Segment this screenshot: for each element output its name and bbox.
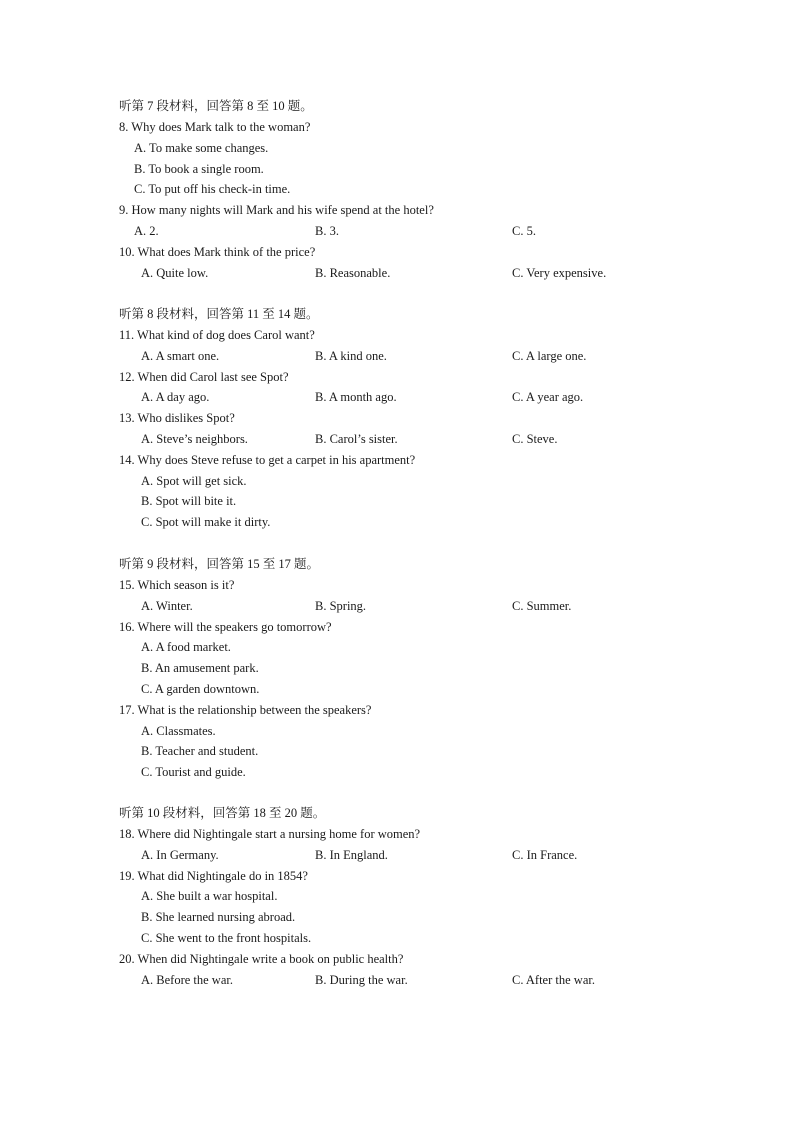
option-20b: B. During the war. bbox=[315, 972, 408, 987]
option-13a: A. Steve’s neighbors. bbox=[141, 431, 248, 446]
options-row-15 bbox=[119, 596, 679, 617]
option-9b: B. 3. bbox=[315, 223, 339, 238]
option-12b: B. A month ago. bbox=[315, 390, 397, 405]
option-12a: A. A day ago. bbox=[141, 390, 210, 405]
question-19: 19. What did Nightingale do in 1854? bbox=[119, 868, 308, 883]
option-12c: C. A year ago. bbox=[512, 390, 584, 405]
section-heading: 听第 7 段材料，回答第 8 至 10 题。 bbox=[119, 99, 313, 113]
option-9a: A. 2. bbox=[134, 223, 159, 238]
options-row-18 bbox=[119, 845, 679, 866]
option-20a: A. Before the war. bbox=[141, 972, 233, 987]
section-heading: 听第 9 段材料，回答第 15 至 17 题。 bbox=[119, 557, 320, 571]
options-row-9 bbox=[119, 221, 679, 242]
option-10c: C. Very expensive. bbox=[512, 265, 607, 280]
option-11c: C. A large one. bbox=[512, 348, 587, 363]
question-14: 14. Why does Steve refuse to get a carpet in his apartment? bbox=[119, 452, 416, 467]
question-18: 18. Where did Nightingale start a nursing home for women? bbox=[119, 827, 421, 841]
section-heading: 听第 8 段材料，回答第 11 至 14 题。 bbox=[119, 307, 319, 321]
option-8b: B. To book a single room. bbox=[134, 161, 264, 176]
option-10b: B. Reasonable. bbox=[315, 265, 391, 280]
option-15c: C. Summer. bbox=[512, 598, 572, 613]
section-7 bbox=[119, 96, 679, 283]
option-17a: A. Classmates. bbox=[141, 723, 216, 738]
option-18c: C. In France. bbox=[512, 847, 578, 862]
option-18a: A. In Germany. bbox=[141, 847, 219, 862]
option-19a: A. She built a war hospital. bbox=[141, 889, 278, 904]
section-9 bbox=[119, 554, 679, 783]
options-row-12 bbox=[119, 387, 679, 408]
option-13b: B. Carol’s sister. bbox=[315, 431, 398, 446]
question-17: 17. What is the relationship between the speakers? bbox=[119, 702, 372, 717]
section-heading: 听第 10 段材料，回答第 18 至 20 题。 bbox=[119, 806, 326, 820]
option-8c: C. To put off his check-in time. bbox=[134, 182, 291, 197]
options-row-20 bbox=[119, 970, 679, 991]
option-11a: A. A smart one. bbox=[141, 348, 220, 363]
option-16c: C. A garden downtown. bbox=[141, 681, 260, 696]
section-8 bbox=[119, 304, 679, 533]
option-16a: A. A food market. bbox=[141, 640, 231, 655]
option-11b: B. A kind one. bbox=[315, 348, 387, 363]
option-20c: C. After the war. bbox=[512, 972, 595, 987]
option-19b: B. She learned nursing abroad. bbox=[141, 910, 296, 925]
question-9: 9. How many nights will Mark and his wife spend at the hotel? bbox=[119, 203, 434, 218]
option-17c: C. Tourist and guide. bbox=[141, 765, 246, 780]
question-12: 12. When did Carol last see Spot? bbox=[119, 369, 289, 384]
question-15: 15. Which season is it? bbox=[119, 578, 235, 592]
option-14a: A. Spot will get sick. bbox=[141, 473, 247, 488]
option-15b: B. Spring. bbox=[315, 598, 367, 613]
options-row-11 bbox=[119, 346, 679, 367]
question-10: 10. What does Mark think of the price? bbox=[119, 244, 316, 259]
option-17b: B. Teacher and student. bbox=[141, 744, 259, 759]
options-row-13 bbox=[119, 429, 679, 450]
option-13c: C. Steve. bbox=[512, 431, 558, 446]
section-10 bbox=[119, 803, 679, 990]
option-19c: C. She went to the front hospitals. bbox=[141, 930, 312, 945]
question-20: 20. When did Nightingale write a book on public health? bbox=[119, 951, 404, 966]
option-14c: C. Spot will make it dirty. bbox=[141, 515, 271, 530]
question-16: 16. Where will the speakers go tomorrow? bbox=[119, 619, 332, 634]
option-16b: B. An amusement park. bbox=[141, 661, 259, 676]
question-13: 13. Who dislikes Spot? bbox=[119, 411, 235, 426]
option-18b: B. In England. bbox=[315, 847, 388, 862]
option-15a: A. Winter. bbox=[141, 598, 193, 613]
option-10a: A. Quite low. bbox=[141, 265, 209, 280]
question-8: 8. Why does Mark talk to the woman? bbox=[119, 120, 311, 134]
option-14b: B. Spot will bite it. bbox=[141, 494, 237, 509]
option-9c: C. 5. bbox=[512, 223, 536, 238]
question-11: 11. What kind of dog does Carol want? bbox=[119, 328, 315, 342]
option-8a: A. To make some changes. bbox=[134, 140, 269, 155]
options-row-10 bbox=[119, 263, 679, 284]
